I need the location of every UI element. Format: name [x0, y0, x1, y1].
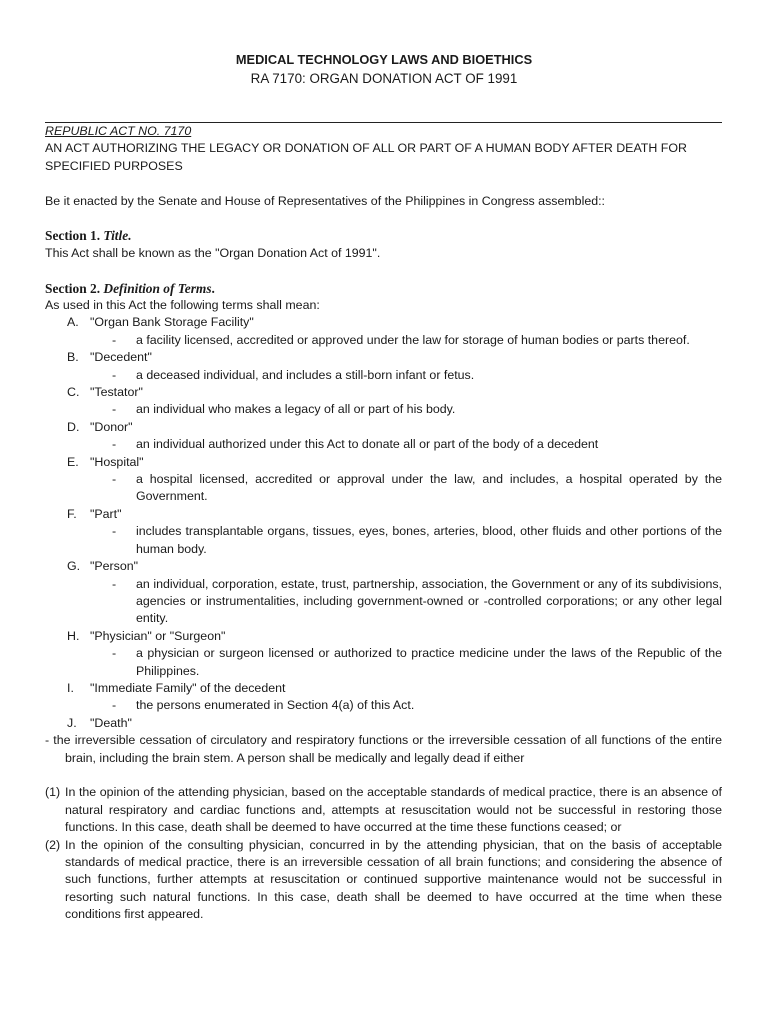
term-d-definition: - an individual authorized under this Act to donate all or part of the body of a decedent [112, 437, 599, 452]
term-d: D. "Donor" [67, 419, 133, 434]
term-label: "Hospital" [90, 454, 144, 469]
document-body [45, 123, 722, 924]
section-2-label: Section 2. [45, 280, 101, 296]
section-1-label: Section 1. [45, 228, 101, 244]
document-subtitle: RA 7170: ORGAN DONATION ACT OF 1991 [250, 71, 518, 86]
term-c: C. "Testator" [67, 385, 143, 400]
term-a: A. "Organ Bank Storage Facility" [67, 315, 254, 330]
term-label: "Decedent" [90, 350, 152, 365]
death-condition-2: (2) In the opinion of the consulting physician, concurred in by the attending physician, that on the basis of acceptable standards of medical practice, there is an irreversible cessation of all brain functions; and considering the absence of such functions, further attempts at resuscitation or continued supportive maintenance would not be successful in resorting such natural functions. In this case, death shall be deemed to have occurred at the time when these conditions first appeared. [45, 837, 722, 922]
term-label: "Person" [90, 559, 139, 574]
act-long-title: AN ACT AUTHORIZING THE LEGACY OR DONATION OF ALL OR PART OF A HUMAN BODY AFTER DEATH FOR SPECIFIED PURPOSES [45, 141, 687, 173]
term-label: "Organ Bank Storage Facility" [90, 315, 254, 330]
section-1-text: This Act shall be known as the "Organ Donation Act of 1991". [45, 245, 381, 260]
term-i: I. "Immediate Family" of the decedent [67, 680, 286, 695]
term-h: H. "Physician" or "Surgeon" [67, 628, 226, 643]
term-label: "Part" [90, 506, 122, 521]
term-g: G. "Person" [67, 559, 139, 574]
term-label: "Death" [90, 715, 132, 730]
section-2-heading: Section 2. Definition of Terms. [45, 280, 215, 296]
section-1-heading [45, 227, 722, 244]
death-definition: - the irreversible cessation of circulatory and respiratory functions or the irreversible cessation of all functions of the entire brain, including the brain stem. A person shall be medically and legally dead if either [45, 733, 722, 765]
term-i-definition: - the persons enumerated in Section 4(a) of this Act. [112, 698, 415, 713]
document-title: MEDICAL TECHNOLOGY LAWS AND BIOETHICS [235, 52, 533, 67]
term-f-definition: - includes transplantable organs, tissues, eyes, bones, arteries, blood, other fluids and other portions of the human body. [112, 524, 722, 556]
term-g-definition: - an individual, corporation, estate, trust, partnership, association, the Government or any of its subdivisions, agencies or instrumentalities, including government-owned or -controlled corporations; or any other legal entity. [112, 576, 722, 626]
act-number: REPUBLIC ACT NO. 7170 [45, 124, 192, 138]
term-f: F. "Part" [67, 506, 122, 521]
term-e: E. "Hospital" [67, 454, 144, 469]
enacting-clause: Be it enacted by the Senate and House of Representatives of the Philippines in Congress assembled:: [45, 193, 605, 208]
term-c-definition: - an individual who makes a legacy of all or part of his body. [112, 402, 456, 417]
term-e-definition: - a hospital licensed, accredited or approval under the law, and includes, a hospital operated by the Government. [112, 472, 722, 504]
term-a-definition: - a facility licensed, accredited or approved under the law for storage of human bodies or parts thereof. [112, 332, 690, 347]
death-condition-1: (1) In the opinion of the attending physician, based on the acceptable standards of medical practice, there is an absence of natural respiratory and cardiac functions and, attempts at resuscitation would not be successful in restoring those functions. In this case, death shall be deemed to have occurred at the time these functions ceased; or [45, 785, 722, 835]
term-b-definition: - a deceased individual, and includes a still-born infant or fetus. [112, 367, 475, 382]
term-j: J. "Death" [67, 715, 132, 730]
term-b: B. "Decedent" [67, 350, 152, 365]
section-1-title: Title. [103, 228, 132, 244]
term-h-definition: - a physician or surgeon licensed or authorized to practice medicine under the laws of the Republic of the Philippines. [112, 646, 722, 678]
term-label: "Testator" [90, 385, 143, 400]
term-label: "Donor" [90, 419, 133, 434]
section-2-title: Definition of Terms [103, 280, 212, 296]
term-label: "Physician" or "Surgeon" [90, 628, 226, 643]
section-2-intro: As used in this Act the following terms shall mean: [45, 298, 320, 313]
term-label: "Immediate Family" of the decedent [90, 680, 286, 695]
